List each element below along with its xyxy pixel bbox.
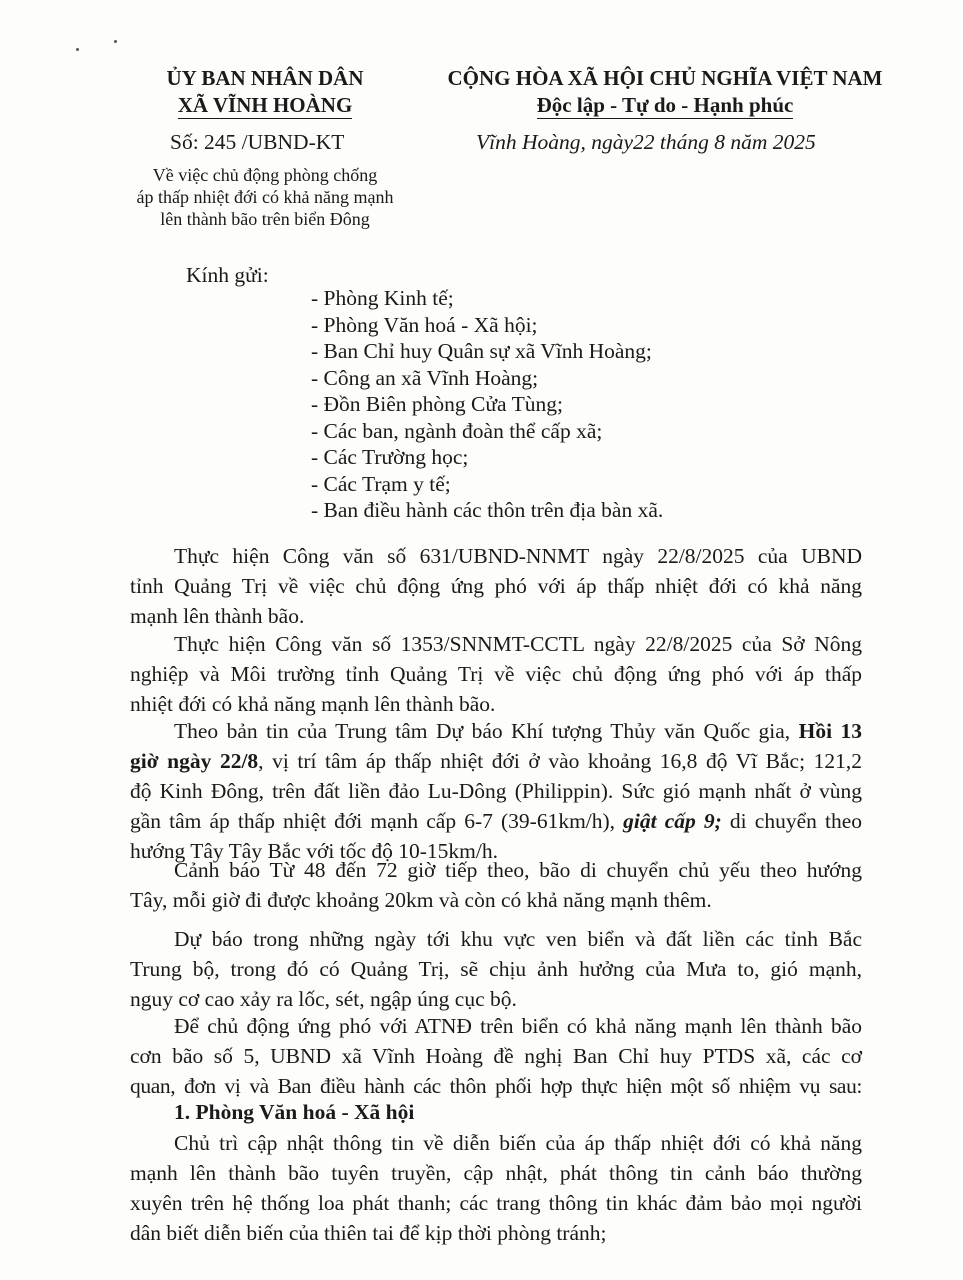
paragraph-line: Trung bộ, trong đó có Quảng Trị, sẽ chịu ảnh hưởng của Mưa to, gió mạnh,: [130, 957, 862, 981]
recipient-item: - Đồn Biên phòng Cửa Tùng;: [311, 392, 563, 416]
recipient-item: - Các Trạm y tế;: [311, 471, 451, 496]
org-name: ỦY BAN NHÂN DÂN: [166, 66, 364, 90]
paragraph-line: Chủ trì cập nhật thông tin về diễn biến của áp thấp nhiệt đới có khả năng: [174, 1131, 862, 1155]
bold-date: giờ ngày 22/8: [130, 749, 259, 773]
text-run: di chuyển theo: [721, 809, 862, 833]
commune-name-text: XÃ VĨNH HOÀNG: [178, 94, 353, 119]
paragraph: [130, 855, 862, 915]
paragraph-line: Để chủ động ứng phó với ATNĐ trên biển có khả năng mạnh lên thành bão: [174, 1014, 862, 1038]
section-heading: 1. Phòng Văn hoá - Xã hội: [174, 1100, 415, 1124]
paragraph-line: cơn bão số 5, UBND xã Vĩnh Hoàng đề nghị Ban Chỉ huy PTDS xã, các cơ: [130, 1044, 862, 1068]
greeting: Kính gửi:: [186, 263, 269, 287]
subject-line: lên thành bão trên biển Đông: [160, 209, 370, 229]
paragraph-line: tỉnh Quảng Trị về việc chủ động ứng phó với áp thấp nhiệt đới có khả năng: [130, 574, 862, 598]
paragraph: [130, 541, 862, 631]
paragraph-line: nghiệp và Môi trường tỉnh Quảng Trị về việc chủ động ứng phó với áp thấp: [130, 662, 862, 686]
paragraph-line: [130, 716, 862, 746]
paragraph-line: Tây, mỗi giờ đi được khoảng 20km và còn có khả năng mạnh thêm.: [130, 888, 712, 912]
paragraph-line: độ Kinh Đông, trên đất liền đảo Lu-Dông (Philippin). Sức gió mạnh nhất ở vùng: [130, 779, 862, 803]
recipient-list: [311, 285, 663, 524]
subject-line: Về việc chủ động phòng chống: [152, 165, 378, 185]
recipient-item: - Phòng Kinh tế;: [311, 286, 454, 310]
paragraph-line: xuyên trên hệ thống loa phát thanh; các trang thông tin khác đảm bảo mọi người: [130, 1191, 862, 1215]
national-motto: [430, 93, 900, 119]
text-run: , vị trí tâm áp thấp nhiệt đới ở vào khoảng 16,8 độ Vĩ Bắc; 121,2: [258, 749, 862, 773]
paragraph-line: mạnh lên thành bão tuyên truyền, cập nhật, phát thông tin cảnh báo thường: [130, 1161, 862, 1185]
bold-time: Hồi 13: [798, 719, 863, 743]
paragraph-line: mạnh lên thành bão.: [130, 604, 305, 628]
paragraph: [130, 924, 862, 1014]
paragraph: [130, 1011, 862, 1101]
paragraph-line: Thực hiện Công văn số 1353/SNNMT-CCTL ngày 22/8/2025 của Sở Nông: [174, 632, 862, 656]
paragraph: [130, 629, 862, 719]
paragraph: [130, 1128, 862, 1248]
paragraph-line: Cảnh báo Từ 48 đến 72 giờ tiếp theo, bão di chuyển chủ yếu theo hướng: [174, 858, 862, 882]
recipient-item: - Ban điều hành các thôn trên địa bàn xã.: [311, 498, 664, 522]
scan-speck: [76, 48, 79, 51]
text-run: Theo bản tin của Trung tâm Dự báo Khí tượng Thủy văn Quốc gia,: [174, 719, 799, 743]
paragraph-line: [130, 806, 862, 836]
scan-speck: [114, 40, 117, 43]
text-run: gần tâm áp thấp nhiệt đới mạnh cấp 6-7 (39-61km/h),: [130, 809, 624, 833]
paragraph-line: Thực hiện Công văn số 631/UBND-NNMT ngày 22/8/2025 của UBND: [174, 544, 862, 568]
subject-line: áp thấp nhiệt đới có khả năng mạnh: [136, 187, 394, 207]
weather-bulletin-paragraph: [130, 716, 862, 866]
paragraph-line: nguy cơ cao xảy ra lốc, sét, ngập úng cục bộ.: [130, 987, 517, 1011]
paragraph-line: dân biết diễn biến của thiên tai để kịp thời phòng tránh;: [130, 1221, 607, 1245]
paragraph-line: [130, 746, 862, 776]
recipient-item: - Công an xã Vĩnh Hoàng;: [311, 365, 539, 390]
recipient-item: - Các Trường học;: [311, 445, 469, 469]
gust-level: giật cấp 9;: [623, 809, 722, 833]
paragraph-line: Dự báo trong những ngày tới khu vực ven biển và đất liền các tỉnh Bắc: [174, 927, 862, 951]
paragraph-line: nhiệt đới có khả năng mạnh lên thành bão.: [130, 692, 496, 716]
national-motto-text: Độc lập - Tự do - Hạnh phúc: [537, 94, 794, 119]
recipient-item: - Các ban, ngành đoàn thể cấp xã;: [311, 418, 603, 443]
national-title: CỘNG HÒA XÃ HỘI CHỦ NGHĨA VIỆT NAM: [447, 66, 883, 90]
paragraph-line: quan, đơn vị và Ban điều hành các thôn phối hợp thực hiện một số nhiệm vụ sau:: [130, 1074, 862, 1098]
paragraph-line: hướng Tây Tây Bắc với tốc độ 10-15km/h.: [130, 839, 498, 863]
recipient-item: - Ban Chỉ huy Quân sự xã Vĩnh Hoàng;: [311, 339, 652, 363]
document-number: Số: 245 /UBND-KT: [170, 130, 345, 154]
place-and-date: Vĩnh Hoàng, ngày22 tháng 8 năm 2025: [476, 130, 816, 154]
commune-name: [130, 93, 400, 119]
recipient-item: - Phòng Văn hoá - Xã hội;: [311, 312, 538, 337]
document-subject: [120, 164, 410, 230]
